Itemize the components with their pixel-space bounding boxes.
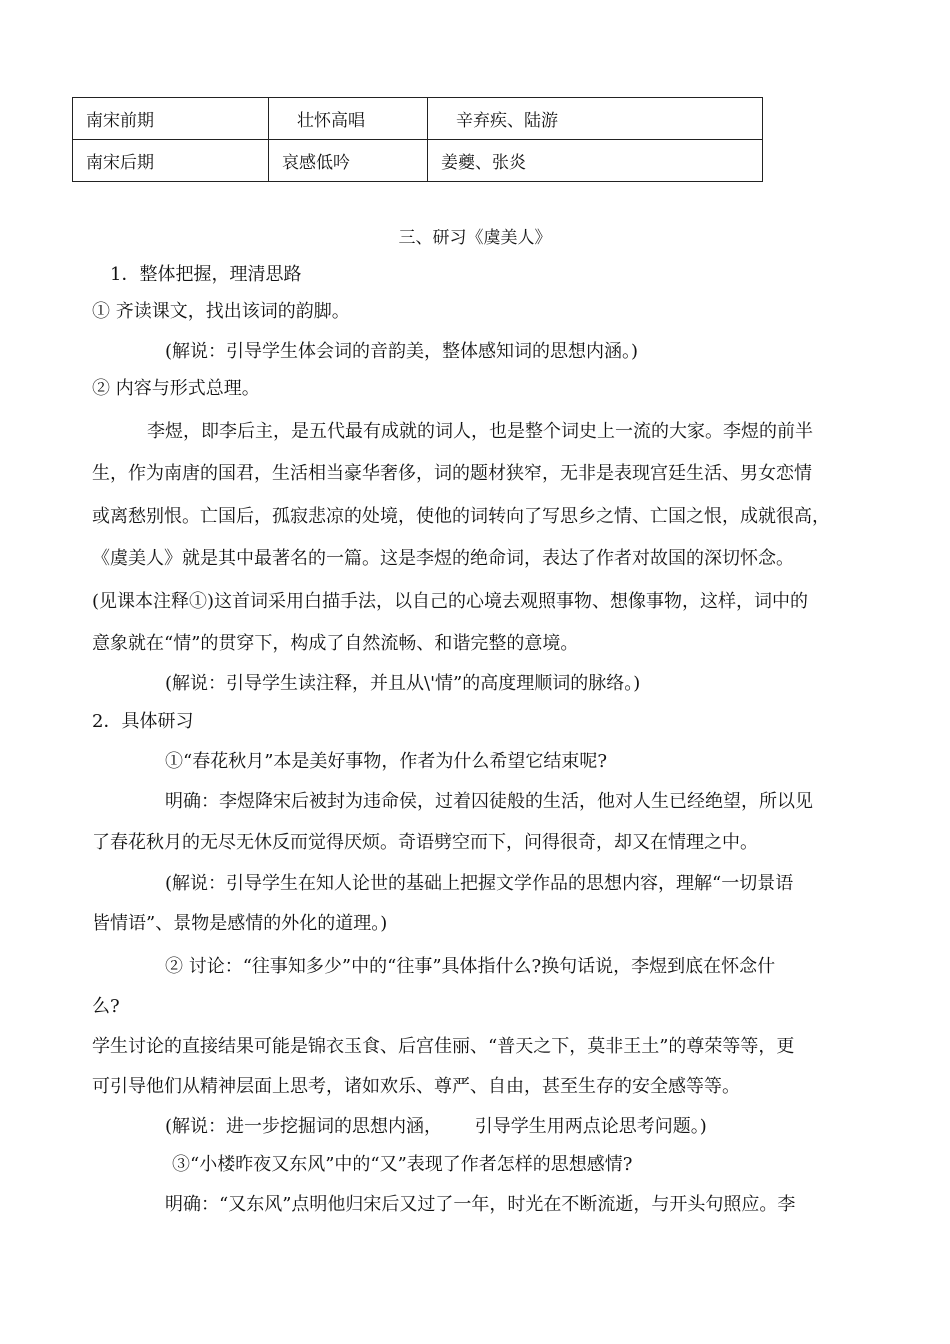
question-line: ①“春花秋月”本是美好事物，作者为什么希望它结束呢?	[165, 751, 608, 772]
explanation-note: (解说：引导学生在知人论世的基础上把握文学作品的思想内容，理解“一切景语	[165, 873, 794, 894]
paragraph-line: 《虞美人》就是其中最著名的一篇。这是李煜的绝命词，表达了作者对故国的深切怀念。	[92, 548, 794, 569]
explanation-note: (解说：进一步挖掘词的思想内涵， 引导学生用两点论思考问题。)	[165, 1116, 707, 1137]
table-row	[73, 98, 763, 140]
list-item: ② 内容与形式总理。	[92, 378, 260, 399]
explanation-note: 皆情语”、景物是感情的外化的道理。)	[92, 913, 388, 934]
table-cell-period: 南宋前期	[73, 98, 269, 140]
section-title: 三、研习《虞美人》	[398, 228, 552, 248]
table-cell-period: 南宋后期	[73, 140, 269, 182]
paragraph-line: 李煜，即李后主，是五代最有成就的词人，也是整个词史上一流的大家。李煜的前半	[147, 421, 813, 442]
paragraph-line: 或离愁别恨。亡国后，孤寂悲凉的处境，使他的词转向了写思乡之情、亡国之恨，成就很高，	[92, 506, 830, 527]
list-item: ① 齐读课文，找出该词的韵脚。	[92, 301, 350, 322]
table-cell-style: 壮怀高唱	[269, 98, 428, 140]
explanation-note: (解说：引导学生读注释，并且从\'情”的高度理顺词的脉络。)	[165, 673, 641, 694]
question-line: 么?	[92, 996, 120, 1017]
subsection-heading: 2．具体研习	[92, 711, 194, 732]
answer-line: 明确：李煜降宋后被封为违命侯，过着囚徒般的生活，他对人生已经绝望，所以见	[165, 791, 813, 812]
table-cell-poets: 辛弃疾、陆游	[428, 98, 763, 140]
question-line: ③“小楼昨夜又东风”中的“又”表现了作者怎样的思想感情?	[172, 1154, 633, 1175]
table-row	[73, 140, 763, 182]
paragraph-line: 意象就在“情”的贯穿下，构成了自然流畅、和谐完整的意境。	[92, 633, 579, 654]
explanation-note: (解说：引导学生体会词的音韵美，整体感知词的思想内涵。)	[165, 341, 639, 362]
paragraph-line: 生，作为南唐的国君，生活相当豪华奢侈，词的题材狭窄，无非是表现宫廷生活、男女恋情	[92, 463, 812, 484]
answer-line: 了春花秋月的无尽无休反而觉得厌烦。奇语劈空而下，问得很奇，却又在情理之中。	[92, 832, 758, 853]
song-ci-period-table	[72, 97, 763, 182]
subsection-heading: 1．整体把握，理清思路	[110, 264, 302, 285]
paragraph-line: 学生讨论的直接结果可能是锦衣玉食、后宫佳丽、“普天之下，莫非王土”的尊荣等等，更	[92, 1036, 795, 1057]
answer-line: 明确：“又东风”点明他归宋后又过了一年，时光在不断流逝，与开头句照应。李	[165, 1194, 796, 1215]
question-line: ② 讨论：“往事知多少”中的“往事”具体指什么?换句话说，李煜到底在怀念什	[165, 956, 776, 977]
paragraph-line: (见课本注释①)这首词采用白描手法，以自己的心境去观照事物、想像事物，这样，词中的	[92, 591, 809, 612]
table-cell-poets: 姜夔、张炎	[428, 140, 763, 182]
table-cell-style: 哀感低吟	[269, 140, 428, 182]
paragraph-line: 可引导他们从精神层面上思考，诸如欢乐、尊严、自由，甚至生存的安全感等等。	[92, 1076, 740, 1097]
